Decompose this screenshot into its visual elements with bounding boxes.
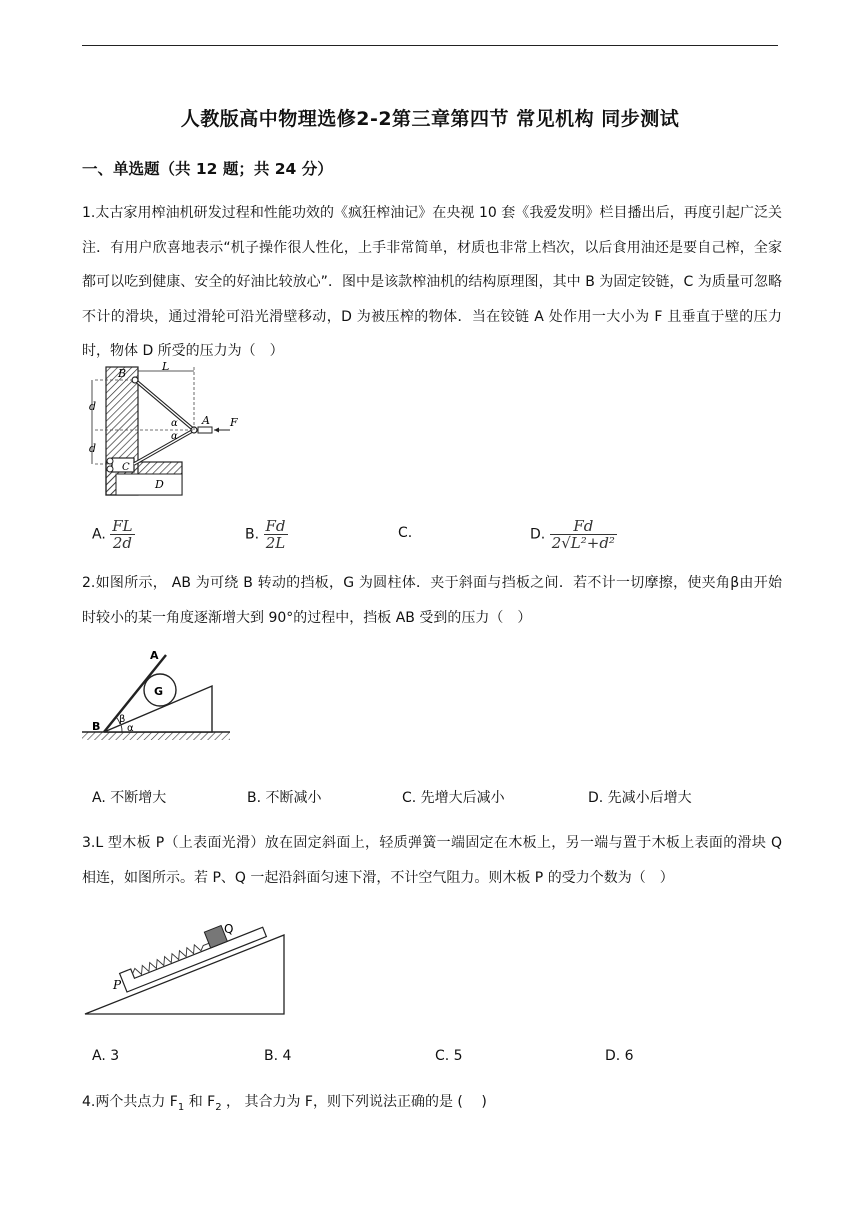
figure-label-c: C	[122, 462, 130, 473]
option-a[interactable]	[92, 518, 135, 551]
figure-label-d-lower: d	[89, 442, 97, 455]
figure-label-d-object: D	[155, 478, 164, 491]
option-formula	[550, 518, 617, 551]
question-3-options	[92, 1041, 782, 1071]
subscript-2: 2	[215, 1101, 222, 1113]
option-letter: B.	[245, 526, 260, 543]
figure-label-b: B	[92, 720, 101, 733]
formula-denominator: 2L	[265, 534, 286, 552]
formula-numerator: Fd	[265, 517, 286, 535]
option-formula	[264, 518, 288, 551]
figure-label-alpha-upper: α	[171, 418, 178, 429]
option-b[interactable]	[245, 518, 288, 551]
question-1-text: 1.太古家用榨油机研发过程和性能功效的《疯狂榨油记》在央视 10 套《我爱发明》栏目播出后，再度引起广泛关注．有用户欣喜地表示“机子操作很人性化，上手非常简单，材质也非常上档次，以后食用油还是要自己榨，全家都可以吃到健康、安全的好油比较放心”．图中是该款榨油机的结构原理图，其中 B 为固定铰链，C 为质量可忽略不计的滑块，通过滑轮可沿光滑壁移动，D 为被压榨的物体．当在铰链 A 处作用一大小为 F 且垂直于壁的压力时，物体 D 所受的压力为（ ）	[82, 205, 782, 359]
question-3-figure	[82, 910, 292, 1020]
formula-numerator: Fd	[550, 518, 617, 535]
ground	[82, 732, 230, 740]
option-c[interactable]	[398, 518, 412, 548]
question-2-figure	[82, 646, 234, 746]
option-d[interactable]: D. 6	[605, 1048, 634, 1064]
figure-label-d-upper: d	[89, 400, 97, 413]
q4-text-start: 4.两个共点力 F	[82, 1094, 178, 1110]
figure-label-g: G	[154, 685, 164, 698]
subscript-1: 1	[177, 1101, 185, 1113]
question-1-options	[92, 517, 782, 552]
question-2-text: 2.如图所示， AB 为可绕 B 转动的挡板，G 为圆柱体．夹于斜面与挡板之间．若不计一切摩擦，使夹角β由开始时较小的某一角度逐渐增大到 90°的过程中，挡板 AB 受到的压力（ ）	[82, 575, 782, 626]
option-letter: C.	[398, 525, 413, 541]
figure-label-b: B	[118, 367, 127, 380]
figure-label-alpha: α	[127, 723, 134, 734]
fixed-incline	[85, 935, 284, 1014]
option-c[interactable]: C. 先增大后减小	[402, 790, 505, 806]
option-d[interactable]: D. 先减小后增大	[588, 790, 692, 806]
figure-label-f: F	[230, 416, 238, 429]
formula-denominator: 2d	[112, 534, 132, 552]
formula-denominator: 2√L²+d²	[551, 534, 615, 552]
question-2-options	[92, 783, 782, 813]
figure-label-a: A	[202, 414, 210, 427]
q4-text-end: ， 其合力为 F，则下列说法正确的是 ( )	[221, 1094, 487, 1110]
question-3-text: 3.L 型木板 P（上表面光滑）放在固定斜面上，轻质弹簧一端固定在木板上，另一端与置于木板上表面的滑块 Q 相连，如图所示。若 P、Q 一起沿斜面匀速下滑，不计空气阻力。则木板 P 的受力个数为（ ）	[82, 835, 782, 886]
option-a[interactable]: A. 3	[92, 1048, 120, 1064]
figure-label-beta: β	[119, 714, 126, 725]
figure-label-alpha-lower: α	[171, 431, 178, 442]
option-c[interactable]: C. 5	[435, 1048, 463, 1064]
q4-text-mid: 和 F	[184, 1094, 216, 1110]
header-rule	[82, 45, 778, 46]
option-formula	[110, 518, 134, 551]
option-d[interactable]	[530, 518, 617, 551]
formula-numerator: FL	[112, 517, 133, 535]
question-1-figure	[80, 362, 270, 497]
figure-label-a: A	[150, 649, 159, 662]
section-heading: 一、单选题（共 12 题；共 24 分）	[82, 160, 333, 178]
figure-label-p: P	[113, 978, 122, 992]
option-b[interactable]: B. 不断减小	[247, 790, 322, 806]
document-title: 人教版高中物理选修2-2第三章第四节 常见机构 同步测试	[180, 108, 680, 130]
option-a[interactable]: A. 不断增大	[92, 790, 167, 806]
figure-label-q: Q	[224, 922, 234, 936]
option-letter: D.	[530, 526, 546, 543]
question-4-text	[82, 1085, 782, 1125]
option-letter: A.	[92, 526, 106, 543]
option-b[interactable]: B. 4	[264, 1048, 292, 1064]
figure-label-l: L	[162, 362, 170, 373]
